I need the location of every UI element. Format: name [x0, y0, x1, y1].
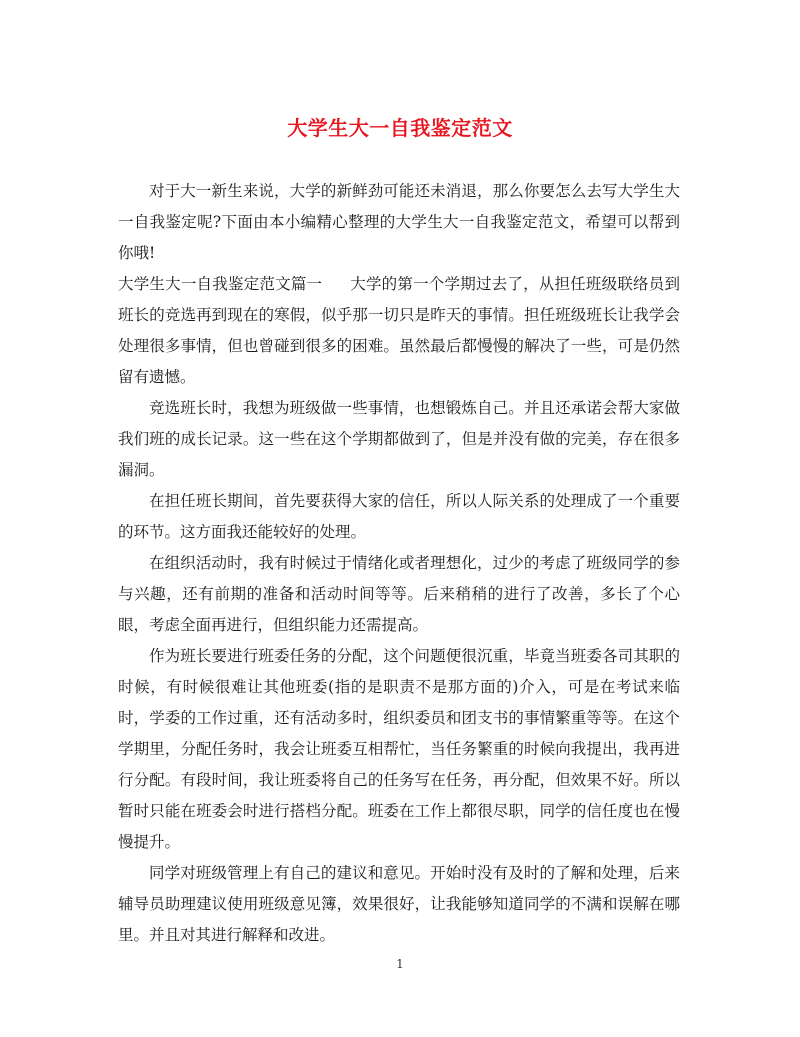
intro-paragraph: 对于大一新生来说，大学的新鲜劲可能还未消退，那么你要怎么去写大学生大一自我鉴定呢?下面由本小编精心整理的大学生大一自我鉴定范文，希望可以帮到你哦! — [118, 182, 680, 262]
document-body — [118, 176, 680, 951]
body-paragraph-4: 作为班长要进行班委任务的分配，这个问题便很沉重，毕竟当班委各司其职的时候，有时候很难让其他班委(指的是职责不是那方面的)介入，可是在考试来临时，学委的工作过重，还有活动多时，组织委员和团支书的事情繁重等等。在这个学期里，分配任务时，我会让班委互相帮忙，当任务繁重的时候向我提出，我再进行分配。有段时间，我让班委将自己的任务写在任务，再分配，但效果不好。所以暂时只能在班委会时进行搭档分配。班委在工作上都很尽职，同学的信任度也在慢慢提升。 — [118, 647, 680, 851]
body-paragraph-3: 在组织活动时，我有时候过于情绪化或者理想化，过少的考虑了班级同学的参与兴趣，还有前期的准备和活动时间等等。后来稍稍的进行了改善，多长了个心眼，考虑全面再进行，但组织能力还需提高。 — [118, 554, 680, 634]
section-first-text: 大学的第一个学期过去了，从担任班级联络员到班长的竞选再到现在的寒假，似乎那一切只是昨天的事情。担任班级班长让我学会处理很多事情，但也曾碰到很多的困难。虽然最后都慢慢的解决了一些，可是仍然留有遗憾。 — [118, 275, 680, 386]
page-number: 1 — [396, 957, 404, 971]
document-title: 大学生大一自我鉴定范文 — [287, 116, 513, 140]
section-paragraph — [118, 269, 680, 393]
body-paragraph-2: 在担任班长期间，首先要获得大家的信任，所以人际关系的处理成了一个重要的环节。这方面我还能较好的处理。 — [118, 492, 680, 541]
body-paragraph-5: 同学对班级管理上有自己的建议和意见。开始时没有及时的了解和处理，后来辅导员助理建议使用班级意见簿，效果很好，让我能够知道同学的不满和误解在哪里。并且对其进行解释和改进。 — [118, 864, 680, 944]
section-heading: 大学生大一自我鉴定范文篇一 — [118, 275, 323, 293]
body-paragraph-1: 竞选班长时，我想为班级做一些事情，也想锻炼自己。并且还承诺会帮大家做我们班的成长记录。这一些在这个学期都做到了，但是并没有做的完美，存在很多漏洞。 — [118, 399, 680, 479]
